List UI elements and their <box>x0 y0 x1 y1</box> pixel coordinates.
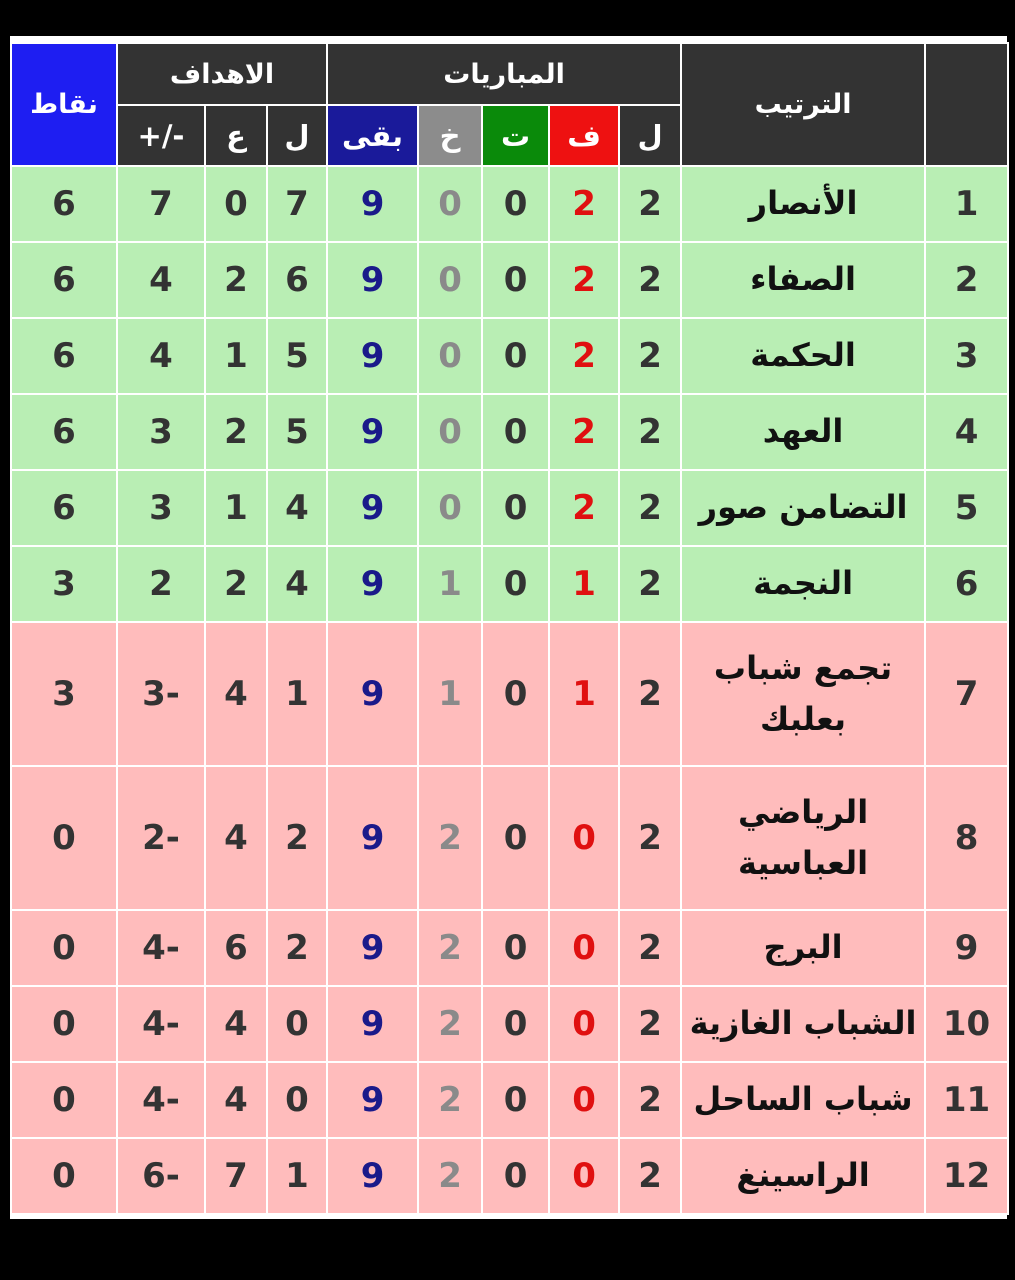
cell-rank: 2 <box>925 242 1008 318</box>
cell-goals-for: 7 <box>267 166 327 242</box>
cell-rank: 1 <box>925 166 1008 242</box>
cell-drawn: 0 <box>482 166 549 242</box>
cell-points: 0 <box>11 986 117 1062</box>
cell-goals-for: 1 <box>267 1138 327 1214</box>
cell-drawn: 0 <box>482 1138 549 1214</box>
cell-drawn: 0 <box>482 546 549 622</box>
cell-drawn: 0 <box>482 622 549 766</box>
cell-lost: 0 <box>418 166 482 242</box>
cell-goals-for: 5 <box>267 318 327 394</box>
cell-played: 2 <box>619 622 681 766</box>
cell-goals-against: 7 <box>205 1138 267 1214</box>
cell-goals-for: 4 <box>267 546 327 622</box>
cell-goals-against: 1 <box>205 318 267 394</box>
cell-remaining: 9 <box>327 1138 418 1214</box>
cell-rank: 10 <box>925 986 1008 1062</box>
table-row[interactable] <box>11 546 1008 622</box>
cell-points: 6 <box>11 394 117 470</box>
header-remaining[interactable]: بقى <box>327 105 418 166</box>
cell-team: العهد <box>681 394 925 470</box>
cell-rank: 12 <box>925 1138 1008 1214</box>
header-played[interactable]: ل <box>619 105 681 166</box>
cell-rank: 11 <box>925 1062 1008 1138</box>
table-row[interactable] <box>11 1062 1008 1138</box>
cell-lost: 1 <box>418 546 482 622</box>
cell-lost: 2 <box>418 986 482 1062</box>
cell-goals-against: 0 <box>205 166 267 242</box>
cell-goal-diff: 3 <box>117 470 205 546</box>
table-row[interactable] <box>11 986 1008 1062</box>
cell-lost: 2 <box>418 1062 482 1138</box>
table-row[interactable] <box>11 910 1008 986</box>
cell-goals-against: 4 <box>205 766 267 910</box>
cell-goals-for: 6 <box>267 242 327 318</box>
cell-played: 2 <box>619 1062 681 1138</box>
cell-drawn: 0 <box>482 766 549 910</box>
cell-played: 2 <box>619 394 681 470</box>
cell-team: الأنصار <box>681 166 925 242</box>
cell-goal-diff: 7 <box>117 166 205 242</box>
cell-rank: 6 <box>925 546 1008 622</box>
cell-won: 2 <box>549 470 619 546</box>
cell-remaining: 9 <box>327 318 418 394</box>
standings-table <box>10 42 1009 1215</box>
cell-lost: 2 <box>418 910 482 986</box>
cell-team: الراسينغ <box>681 1138 925 1214</box>
table-row[interactable] <box>11 318 1008 394</box>
cell-lost: 0 <box>418 242 482 318</box>
table-row[interactable] <box>11 622 1008 766</box>
cell-drawn: 0 <box>482 242 549 318</box>
cell-remaining: 9 <box>327 546 418 622</box>
header-lost[interactable]: خ <box>418 105 482 166</box>
cell-goals-for: 2 <box>267 766 327 910</box>
cell-goal-diff: 3- <box>117 622 205 766</box>
cell-played: 2 <box>619 546 681 622</box>
cell-drawn: 0 <box>482 394 549 470</box>
header-points[interactable]: نقاط <box>11 43 117 166</box>
cell-goals-for: 0 <box>267 1062 327 1138</box>
cell-won: 2 <box>549 242 619 318</box>
cell-won: 1 <box>549 546 619 622</box>
cell-rank: 4 <box>925 394 1008 470</box>
cell-goal-diff: 4- <box>117 910 205 986</box>
cell-remaining: 9 <box>327 242 418 318</box>
cell-drawn: 0 <box>482 470 549 546</box>
cell-remaining: 9 <box>327 910 418 986</box>
table-row[interactable] <box>11 470 1008 546</box>
cell-drawn: 0 <box>482 1062 549 1138</box>
cell-won: 2 <box>549 166 619 242</box>
header-standing[interactable]: الترتيب <box>681 43 925 166</box>
cell-team: الصفاء <box>681 242 925 318</box>
cell-goal-diff: 6- <box>117 1138 205 1214</box>
standings-panel <box>10 36 1007 1219</box>
cell-team: شباب الساحل <box>681 1062 925 1138</box>
cell-goals-for: 1 <box>267 622 327 766</box>
cell-rank: 9 <box>925 910 1008 986</box>
cell-played: 2 <box>619 766 681 910</box>
cell-points: 0 <box>11 1138 117 1214</box>
cell-rank: 8 <box>925 766 1008 910</box>
cell-played: 2 <box>619 242 681 318</box>
cell-goal-diff: 2 <box>117 546 205 622</box>
cell-team: الشباب الغازية <box>681 986 925 1062</box>
header-won[interactable]: ف <box>549 105 619 166</box>
cell-points: 0 <box>11 910 117 986</box>
cell-goals-against: 2 <box>205 394 267 470</box>
cell-won: 0 <box>549 910 619 986</box>
cell-played: 2 <box>619 986 681 1062</box>
cell-remaining: 9 <box>327 622 418 766</box>
cell-team: الرياضي العباسية <box>681 766 925 910</box>
cell-team: البرج <box>681 910 925 986</box>
cell-remaining: 9 <box>327 1062 418 1138</box>
header-drawn[interactable]: ت <box>482 105 549 166</box>
cell-points: 3 <box>11 546 117 622</box>
cell-lost: 1 <box>418 622 482 766</box>
cell-goals-against: 2 <box>205 242 267 318</box>
cell-goals-for: 0 <box>267 986 327 1062</box>
cell-rank: 3 <box>925 318 1008 394</box>
cell-rank: 7 <box>925 622 1008 766</box>
header-matches-group: المباريات <box>327 43 681 105</box>
cell-won: 2 <box>549 318 619 394</box>
cell-goals-against: 1 <box>205 470 267 546</box>
cell-goals-against: 4 <box>205 1062 267 1138</box>
cell-goals-against: 4 <box>205 986 267 1062</box>
cell-remaining: 9 <box>327 470 418 546</box>
cell-goals-against: 2 <box>205 546 267 622</box>
cell-lost: 0 <box>418 470 482 546</box>
cell-remaining: 9 <box>327 166 418 242</box>
cell-goal-diff: 4 <box>117 318 205 394</box>
cell-goal-diff: 2- <box>117 766 205 910</box>
cell-goal-diff: 4- <box>117 986 205 1062</box>
cell-drawn: 0 <box>482 318 549 394</box>
table-row[interactable] <box>11 166 1008 242</box>
cell-points: 3 <box>11 622 117 766</box>
header-goals-group: الاهداف <box>117 43 327 105</box>
cell-points: 6 <box>11 318 117 394</box>
cell-played: 2 <box>619 470 681 546</box>
cell-lost: 2 <box>418 766 482 910</box>
cell-rank: 5 <box>925 470 1008 546</box>
cell-team: التضامن صور <box>681 470 925 546</box>
cell-points: 6 <box>11 242 117 318</box>
cell-lost: 2 <box>418 1138 482 1214</box>
cell-remaining: 9 <box>327 394 418 470</box>
cell-won: 1 <box>549 622 619 766</box>
cell-points: 6 <box>11 470 117 546</box>
cell-goals-for: 5 <box>267 394 327 470</box>
cell-played: 2 <box>619 910 681 986</box>
cell-points: 6 <box>11 166 117 242</box>
cell-points: 0 <box>11 766 117 910</box>
cell-lost: 0 <box>418 318 482 394</box>
header-rank <box>925 43 1008 166</box>
cell-won: 0 <box>549 1062 619 1138</box>
cell-team: الحكمة <box>681 318 925 394</box>
header-goals-against[interactable]: ع <box>205 105 267 166</box>
cell-drawn: 0 <box>482 986 549 1062</box>
cell-won: 2 <box>549 394 619 470</box>
cell-goal-diff: 4 <box>117 242 205 318</box>
cell-goals-against: 4 <box>205 622 267 766</box>
cell-team: النجمة <box>681 546 925 622</box>
cell-goal-diff: 4- <box>117 1062 205 1138</box>
cell-remaining: 9 <box>327 766 418 910</box>
cell-won: 0 <box>549 986 619 1062</box>
cell-won: 0 <box>549 1138 619 1214</box>
table-row[interactable] <box>11 1138 1008 1214</box>
cell-goals-for: 4 <box>267 470 327 546</box>
cell-team: تجمع شباب بعلبك <box>681 622 925 766</box>
cell-lost: 0 <box>418 394 482 470</box>
table-row[interactable] <box>11 394 1008 470</box>
cell-goal-diff: 3 <box>117 394 205 470</box>
cell-goals-against: 6 <box>205 910 267 986</box>
cell-won: 0 <box>549 766 619 910</box>
cell-played: 2 <box>619 318 681 394</box>
cell-points: 0 <box>11 1062 117 1138</box>
header-goal-diff[interactable]: +/- <box>117 105 205 166</box>
cell-remaining: 9 <box>327 986 418 1062</box>
cell-goals-for: 2 <box>267 910 327 986</box>
header-goals-for[interactable]: ل <box>267 105 327 166</box>
cell-drawn: 0 <box>482 910 549 986</box>
table-row[interactable] <box>11 242 1008 318</box>
cell-played: 2 <box>619 166 681 242</box>
cell-played: 2 <box>619 1138 681 1214</box>
table-row[interactable] <box>11 766 1008 910</box>
